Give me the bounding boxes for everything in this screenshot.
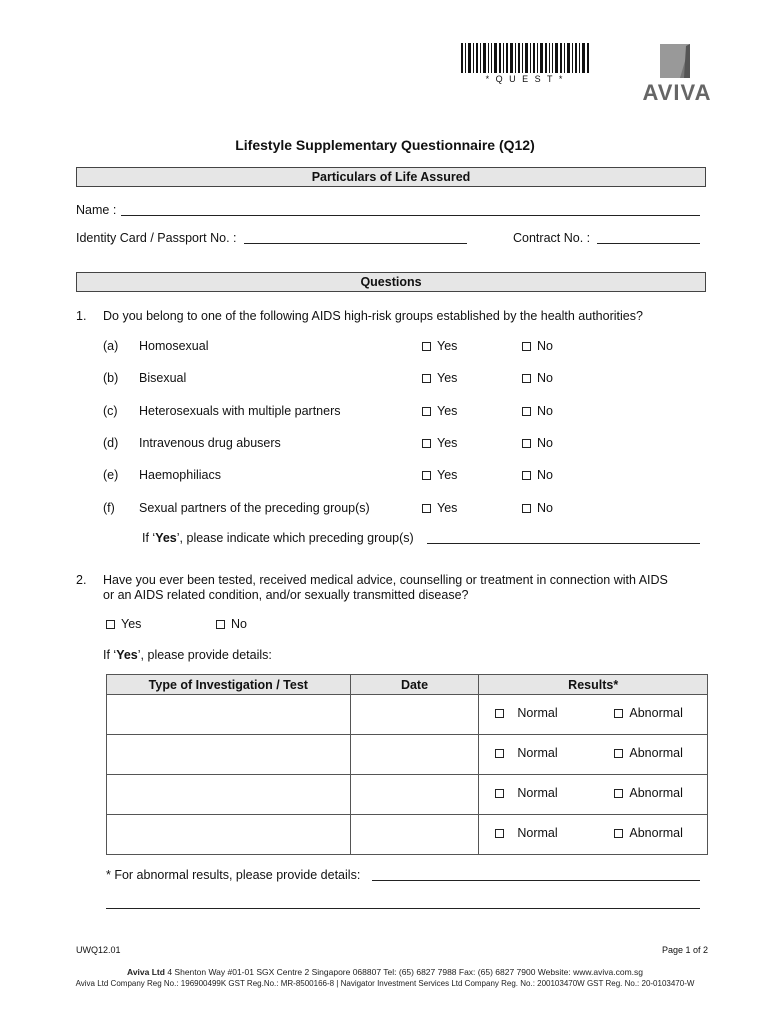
id-field[interactable] bbox=[244, 243, 467, 244]
normal-option[interactable]: Normal bbox=[495, 826, 557, 840]
q2-number: 2. bbox=[76, 573, 87, 587]
item-letter: (b) bbox=[103, 371, 119, 385]
form-code: UWQ12.01 bbox=[76, 945, 121, 955]
abnormal-option[interactable]: Abnormal bbox=[614, 826, 683, 840]
type-cell[interactable] bbox=[107, 775, 351, 815]
no-option[interactable]: No bbox=[522, 371, 553, 385]
q1-followup-field[interactable] bbox=[427, 543, 700, 544]
checkbox-icon[interactable] bbox=[522, 407, 531, 416]
checkbox-icon[interactable] bbox=[422, 374, 431, 383]
item-label: Haemophiliacs bbox=[139, 468, 221, 482]
abnormal-option[interactable]: Abnormal bbox=[614, 786, 683, 800]
col-header-date: Date bbox=[350, 675, 479, 695]
results-cell bbox=[479, 695, 708, 735]
item-letter: (d) bbox=[103, 436, 119, 450]
abnormal-option[interactable]: Abnormal bbox=[614, 746, 683, 760]
q2-text-line1: Have you ever been tested, received medical advice, counselling or treatment in connection with AIDS bbox=[103, 573, 668, 587]
date-cell[interactable] bbox=[350, 815, 479, 855]
yes-option[interactable]: Yes bbox=[422, 404, 457, 418]
barcode-text: * Q U E S T * bbox=[485, 74, 565, 84]
date-cell[interactable] bbox=[350, 695, 479, 735]
item-label: Intravenous drug abusers bbox=[139, 436, 281, 450]
no-option[interactable]: No bbox=[522, 501, 553, 515]
checkbox-icon[interactable] bbox=[422, 342, 431, 351]
item-letter: (a) bbox=[103, 339, 119, 353]
yes-option[interactable]: Yes bbox=[422, 436, 457, 450]
no-option[interactable]: No bbox=[522, 339, 553, 353]
abnormal-details-field-2[interactable] bbox=[106, 908, 700, 909]
barcode bbox=[461, 43, 589, 73]
aviva-logo-text: AVIVA bbox=[642, 80, 712, 105]
checkbox-icon[interactable] bbox=[522, 471, 531, 480]
q1-number: 1. bbox=[76, 309, 87, 323]
table-row bbox=[107, 775, 708, 815]
normal-option[interactable]: Normal bbox=[495, 746, 557, 760]
barcode-graphic bbox=[461, 43, 589, 73]
type-cell[interactable] bbox=[107, 695, 351, 735]
type-cell[interactable] bbox=[107, 735, 351, 775]
no-option[interactable]: No bbox=[522, 404, 553, 418]
q2-yes-option[interactable]: Yes bbox=[106, 617, 141, 631]
item-letter: (c) bbox=[103, 404, 118, 418]
abnormal-details-field[interactable] bbox=[372, 880, 700, 881]
name-field[interactable] bbox=[121, 215, 700, 216]
table-header-row bbox=[107, 675, 708, 695]
abnormal-note: * For abnormal results, please provide details: bbox=[106, 868, 361, 882]
abnormal-option[interactable]: Abnormal bbox=[614, 706, 683, 720]
no-option[interactable]: No bbox=[522, 468, 553, 482]
checkbox-icon[interactable] bbox=[522, 374, 531, 383]
q2-text-line2: or an AIDS related condition, and/or sexually transmitted disease? bbox=[103, 588, 469, 602]
checkbox-icon[interactable] bbox=[106, 620, 115, 629]
col-header-type: Type of Investigation / Test bbox=[107, 675, 351, 695]
name-label: Name : bbox=[76, 203, 117, 217]
particulars-heading: Particulars of Life Assured bbox=[76, 167, 706, 187]
type-cell[interactable] bbox=[107, 815, 351, 855]
checkbox-icon[interactable] bbox=[522, 504, 531, 513]
yes-option[interactable]: Yes bbox=[422, 501, 457, 515]
checkbox-icon[interactable] bbox=[495, 749, 504, 758]
yes-option[interactable]: Yes bbox=[422, 468, 457, 482]
item-letter: (f) bbox=[103, 501, 115, 515]
results-cell bbox=[479, 735, 708, 775]
normal-option[interactable]: Normal bbox=[495, 706, 557, 720]
yes-option[interactable]: Yes bbox=[422, 371, 457, 385]
page-number: Page 1 of 2 bbox=[661, 945, 708, 955]
checkbox-icon[interactable] bbox=[495, 709, 504, 718]
item-label: Sexual partners of the preceding group(s) bbox=[139, 501, 370, 515]
checkbox-icon[interactable] bbox=[422, 471, 431, 480]
item-letter: (e) bbox=[103, 468, 119, 482]
item-label: Homosexual bbox=[139, 339, 209, 353]
no-option[interactable]: No bbox=[522, 436, 553, 450]
table-row bbox=[107, 695, 708, 735]
checkbox-icon[interactable] bbox=[422, 407, 431, 416]
checkbox-icon[interactable] bbox=[614, 829, 623, 838]
yes-option[interactable]: Yes bbox=[422, 339, 457, 353]
col-header-results: Results* bbox=[479, 675, 708, 695]
checkbox-icon[interactable] bbox=[522, 439, 531, 448]
table-row bbox=[107, 735, 708, 775]
date-cell[interactable] bbox=[350, 735, 479, 775]
footer-registration: Aviva Ltd Company Reg No.: 196900499K GST Reg.No.: MR-8500166-8 | Navigator Investment Services Ltd Company Reg. No.: 200103470W GST Reg. No.: 20-0103470-W bbox=[75, 979, 695, 988]
contract-label: Contract No. : bbox=[513, 231, 591, 245]
checkbox-icon[interactable] bbox=[495, 789, 504, 798]
page-title: Lifestyle Supplementary Questionnaire (Q12) bbox=[235, 137, 535, 153]
checkbox-icon[interactable] bbox=[422, 439, 431, 448]
item-label: Bisexual bbox=[139, 371, 187, 385]
checkbox-icon[interactable] bbox=[495, 829, 504, 838]
q1-followup: If ‘Yes’, please indicate which preceding group(s) bbox=[142, 531, 414, 545]
normal-option[interactable]: Normal bbox=[495, 786, 557, 800]
aviva-logo-icon bbox=[632, 44, 722, 82]
footer-address: Aviva Ltd 4 Shenton Way #01-01 SGX Centre 2 Singapore 068807 Tel: (65) 6827 7988 Fax: (65) 6827 7900 Website: www.aviva.com.sg bbox=[127, 967, 643, 977]
q1-text: Do you belong to one of the following AIDS high-risk groups established by the health authorities? bbox=[103, 309, 643, 323]
item-label: Heterosexuals with multiple partners bbox=[139, 404, 341, 418]
checkbox-icon[interactable] bbox=[216, 620, 225, 629]
checkbox-icon[interactable] bbox=[422, 504, 431, 513]
checkbox-icon[interactable] bbox=[614, 789, 623, 798]
contract-field[interactable] bbox=[597, 243, 700, 244]
q2-no-option[interactable]: No bbox=[216, 617, 247, 631]
investigation-table bbox=[106, 674, 708, 855]
checkbox-icon[interactable] bbox=[522, 342, 531, 351]
checkbox-icon[interactable] bbox=[614, 749, 623, 758]
q2-followup: If ‘Yes’, please provide details: bbox=[103, 648, 272, 662]
results-cell bbox=[479, 775, 708, 815]
checkbox-icon[interactable] bbox=[614, 709, 623, 718]
aviva-logo bbox=[632, 44, 722, 104]
date-cell[interactable] bbox=[350, 775, 479, 815]
table-row bbox=[107, 815, 708, 855]
questions-heading: Questions bbox=[76, 272, 706, 292]
results-cell bbox=[479, 815, 708, 855]
id-label: Identity Card / Passport No. : bbox=[76, 231, 237, 245]
